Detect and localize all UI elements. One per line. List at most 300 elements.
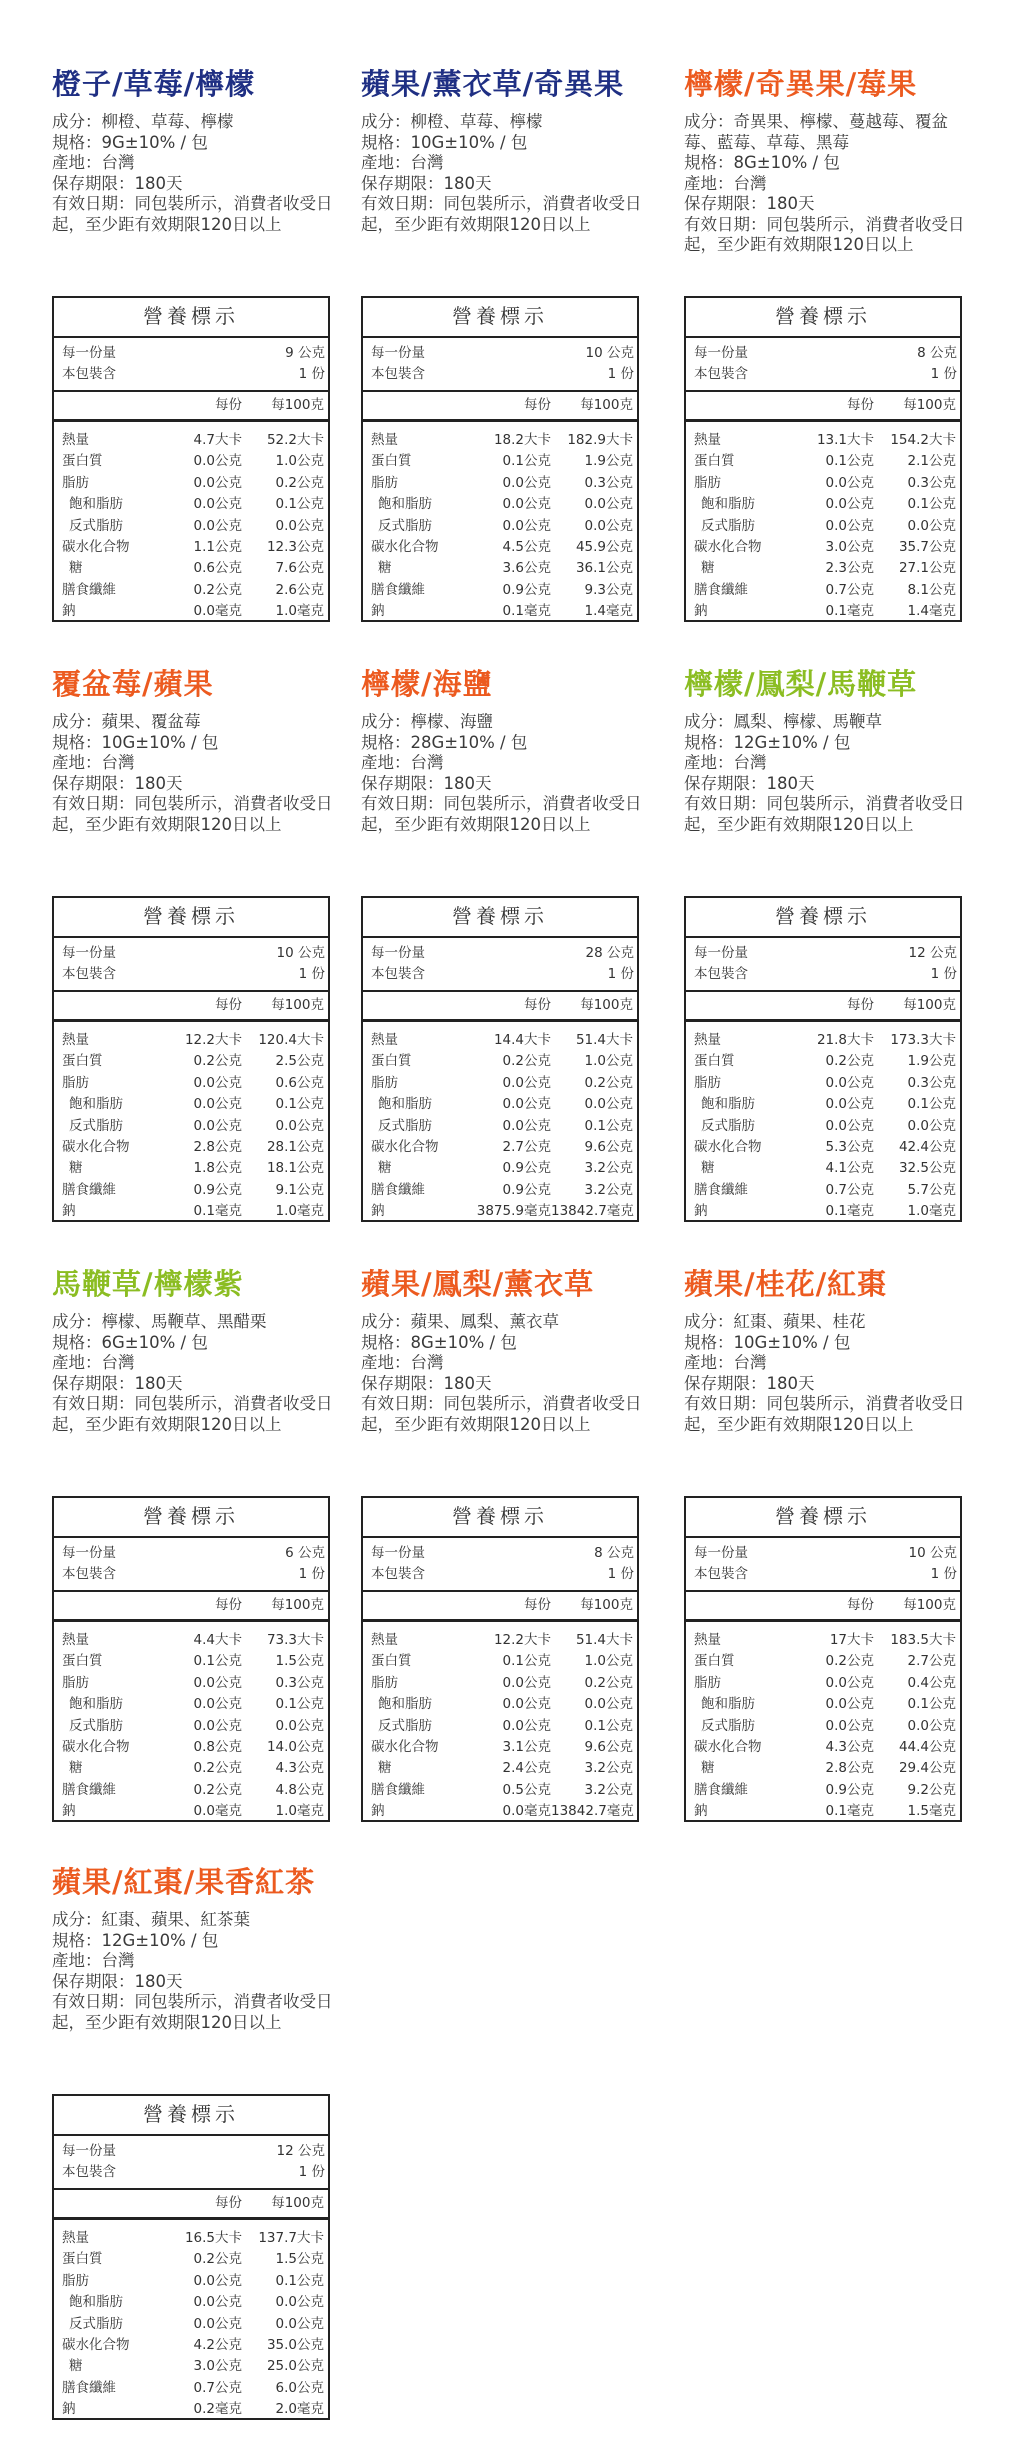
per-100g-value: 0.0公克 [584,496,633,513]
per-100g-value: 4.8公克 [275,1781,324,1798]
nutrition-table [52,896,330,1222]
per-100g-value: 1.9公克 [907,1053,956,1070]
per-100g-value: 2.1公克 [907,453,956,470]
nutrition-row [54,2249,328,2270]
per-100g-value: 73.3大卡 [266,1632,324,1648]
per-serving-value: 0.0公克 [193,1074,242,1091]
nutrient-label: 碳水化合物 [62,1738,130,1755]
per-100g-value: 9.2公克 [907,1781,956,1798]
per-100g-value: 12.3公克 [266,538,324,555]
nutrition-table-title: 營養標示 [54,298,328,338]
product-title: 檸檬/海鹽 [361,667,493,701]
product-info-line: 產地：台灣 [684,753,767,772]
nutrient-label: 脂肪 [694,1074,721,1091]
servings-per-pack-label: 本包裝含 [694,366,748,382]
servings-per-pack-label: 本包裝含 [371,366,425,382]
per-100g-value: 14.0公克 [266,1738,324,1755]
nutrition-row [363,430,637,451]
serving-size-row [363,1543,637,1564]
per-100g-header: 每100克 [271,1597,324,1613]
per-serving-value: 0.8公克 [193,1738,242,1755]
per-100g-header: 每100克 [271,997,324,1013]
nutrition-row [363,1716,637,1737]
header-spacer [54,992,166,1019]
nutrient-label: 脂肪 [371,474,398,491]
nutrition-column-header [686,1590,960,1622]
per-100g-value: 3.2公克 [584,1781,633,1798]
per-100g-value: 1.0毫克 [275,1203,324,1220]
per-serving-value: 2.8公克 [825,1760,874,1777]
servings-per-pack-value: 1 份 [930,366,957,382]
product-title: 蘋果/薰衣草/奇異果 [361,67,625,101]
per-serving-value: 2.4公克 [502,1760,551,1777]
servings-per-pack-value: 1 份 [298,2164,325,2180]
per-serving-value: 0.0公克 [825,474,874,491]
product-info-line: 有效日期：同包裝所示，消費者收受日起，至少距有效期限120日以上 [361,1394,642,1434]
per-100g-value: 3.2公克 [584,1181,633,1198]
serving-size-value: 8 公克 [917,345,957,361]
nutrition-row [686,601,960,622]
per-serving-value: 0.1毫克 [825,603,874,620]
nutrition-row [54,516,328,537]
nutrition-column-header [363,1590,637,1622]
per-100g-value: 0.3公克 [584,474,633,491]
nutrition-row [363,1737,637,1758]
per-100g-value: 0.0公克 [584,1696,633,1713]
per-serving-value: 0.0公克 [193,474,242,491]
per-serving-value: 5.3公克 [825,1138,874,1155]
nutrition-column-header [363,990,637,1022]
nutrient-label: 蛋白質 [371,453,412,470]
per-serving-value: 0.2公克 [825,1053,874,1070]
nutrition-row [686,1201,960,1222]
nutrition-row [363,580,637,601]
product-info [361,712,645,835]
nutrition-row [686,451,960,472]
per-100g-value: 2.6公克 [275,581,324,598]
per-serving-value: 0.9公克 [193,1181,242,1198]
nutrition-row [686,1737,960,1758]
nutrient-label: 蛋白質 [694,1653,735,1670]
nutrition-row [363,451,637,472]
servings-per-pack-value: 1 份 [930,1566,957,1582]
nutrition-row [363,1780,637,1801]
nutrient-label: 反式脂肪 [701,1717,755,1734]
per-100g-value: 0.0公克 [275,517,324,534]
per-100g-value: 9.6公克 [584,1738,633,1755]
nutrition-table [684,1496,962,1822]
per-serving-value: 0.0公克 [193,1717,242,1734]
per-100g-value: 0.1公克 [907,496,956,513]
nutrient-label: 膳食纖維 [62,581,116,598]
nutrient-label: 鈉 [694,1203,708,1220]
header-spacer [54,2190,166,2217]
per-serving-value: 0.1毫克 [193,1203,242,1220]
per-100g-header: 每100克 [580,1597,633,1613]
per-serving-value: 0.7公克 [825,581,874,598]
per-100g-value: 51.4大卡 [575,1032,633,1048]
nutrition-row [363,1116,637,1137]
product-title: 覆盆莓/蘋果 [52,667,214,701]
per-100g-header: 每100克 [271,397,324,413]
product-title: 橙子/草莓/檸檬 [52,67,256,101]
nutrient-label: 飽和脂肪 [69,1096,123,1113]
per-100g-value: 0.1公克 [907,1696,956,1713]
nutrition-row [686,537,960,558]
per-serving-value: 3.0公克 [825,538,874,555]
nutrition-row [54,558,328,579]
per-100g-value: 9.1公克 [275,1181,324,1198]
per-serving-value: 0.2公克 [193,2251,242,2268]
product-info-line: 規格：8G±10% / 包 [684,153,840,172]
serving-size-value: 28 公克 [585,945,634,961]
nutrient-label: 糖 [378,1760,392,1777]
nutrition-row [363,1094,637,1115]
serving-size-row [54,943,328,964]
nutrition-rows [54,1022,328,1223]
per-100g-value: 1.0公克 [275,453,324,470]
nutrient-label: 蛋白質 [62,453,103,470]
per-100g-value: 1.0公克 [584,1053,633,1070]
per-serving-value: 3.0公克 [193,2358,242,2375]
nutrition-rows [363,1022,637,1223]
nutrient-label: 鈉 [371,1803,385,1820]
nutrient-label: 飽和脂肪 [378,1096,432,1113]
per-100g-value: 137.7大卡 [258,2230,324,2246]
per-100g-value: 0.0公克 [275,2315,324,2332]
product-info-line: 有效日期：同包裝所示，消費者收受日起，至少距有效期限120日以上 [684,1394,965,1434]
nutrient-label: 反式脂肪 [701,1117,755,1134]
nutrition-column-header [54,990,328,1022]
per-100g-value: 52.2大卡 [266,432,324,448]
nutrient-label: 糖 [378,1160,392,1177]
nutrition-row [686,516,960,537]
nutrient-label: 脂肪 [694,1674,721,1691]
per-serving-value: 0.9公克 [502,1181,551,1198]
per-serving-value: 1.8公克 [193,1160,242,1177]
per-100g-header: 每100克 [580,997,633,1013]
servings-per-pack-label: 本包裝含 [62,2164,116,2180]
per-serving-value: 0.0公克 [502,1074,551,1091]
per-serving-value: 1.1公克 [193,538,242,555]
servings-per-pack-row [686,1564,960,1585]
servings-per-pack-label: 本包裝含 [62,1566,116,1582]
nutrient-label: 膳食纖維 [694,1181,748,1198]
per-serving-value: 0.2公克 [193,1781,242,1798]
per-serving-header: 每份 [524,1597,551,1613]
header-spacer [686,1592,798,1619]
product-info-line: 有效日期：同包裝所示，消費者收受日起，至少距有效期限120日以上 [361,794,642,834]
per-serving-value: 0.6公克 [193,560,242,577]
nutrient-label: 反式脂肪 [378,1717,432,1734]
nutrition-row [686,1073,960,1094]
per-serving-value: 4.5公克 [502,538,551,555]
nutrition-row [686,1801,960,1822]
nutrient-label: 脂肪 [62,2272,89,2289]
nutrition-table-title: 營養標示 [54,2096,328,2136]
per-100g-value: 0.2公克 [584,1074,633,1091]
nutrient-label: 熱量 [694,432,721,448]
nutrient-label: 飽和脂肪 [701,1696,755,1713]
nutrition-column-header [363,390,637,422]
per-100g-value: 0.3公克 [907,474,956,491]
per-serving-value: 14.4大卡 [493,1032,551,1048]
per-serving-value: 0.7公克 [193,2379,242,2396]
per-serving-value: 0.0公克 [502,496,551,513]
nutrient-label: 蛋白質 [371,1053,412,1070]
serving-size-label: 每一份量 [694,945,748,961]
per-serving-value: 16.5大卡 [184,2230,242,2246]
nutrition-row [363,1630,637,1651]
per-100g-value: 1.0毫克 [275,603,324,620]
serving-size-label: 每一份量 [62,945,116,961]
nutrient-label: 蛋白質 [694,1053,735,1070]
nutrition-table [684,896,962,1222]
per-serving-value: 3875.9毫克 [476,1203,551,1220]
nutrition-row [363,516,637,537]
per-serving-value: 0.1公克 [193,1653,242,1670]
nutrient-label: 膳食纖維 [694,1781,748,1798]
nutrient-label: 飽和脂肪 [378,496,432,513]
nutrient-label: 蛋白質 [62,1053,103,1070]
per-serving-header: 每份 [847,397,874,413]
per-serving-value: 0.7公克 [825,1181,874,1198]
per-100g-value: 13842.7毫克 [551,1803,634,1820]
per-100g-value: 9.6公克 [584,1138,633,1155]
nutrition-table-title: 營養標示 [363,898,637,938]
nutrition-row [363,1051,637,1072]
per-serving-value: 0.0公克 [193,517,242,534]
product-info-line: 有效日期：同包裝所示，消費者收受日起，至少距有效期限120日以上 [52,1394,333,1434]
serving-size-label: 每一份量 [62,345,116,361]
nutrient-label: 飽和脂肪 [701,496,755,513]
product-info-line: 產地：台灣 [361,753,444,772]
nutrition-rows [686,1022,960,1223]
nutrition-row [686,1651,960,1672]
per-serving-value: 0.2公克 [502,1053,551,1070]
per-100g-value: 0.0公克 [584,1096,633,1113]
product-info-line: 成分：檸檬、海鹽 [361,712,493,731]
per-serving-value: 0.0公克 [193,496,242,513]
header-spacer [54,392,166,419]
product-info-line: 成分：檸檬、馬鞭草、黑醋栗 [52,1312,267,1331]
product-title: 蘋果/鳳梨/薰衣草 [361,1267,595,1301]
nutrition-row [54,601,328,622]
per-serving-value: 0.0公克 [825,1074,874,1091]
per-100g-value: 0.0公克 [275,1717,324,1734]
nutrient-label: 蛋白質 [62,2251,103,2268]
nutrition-row [363,1137,637,1158]
serving-size-row [686,1543,960,1564]
nutrition-row [363,1201,637,1222]
nutrition-rows [363,422,637,623]
nutrition-row [686,473,960,494]
nutrition-row [54,2228,328,2249]
product-info-line: 產地：台灣 [52,753,135,772]
nutrition-row [363,1073,637,1094]
per-serving-value: 0.9公克 [502,1160,551,1177]
nutrient-label: 蛋白質 [371,1653,412,1670]
nutrition-column-header [54,1590,328,1622]
nutrition-row [363,1673,637,1694]
product-title: 馬鞭草/檸檬紫 [52,1267,244,1301]
per-100g-value: 18.1公克 [266,1160,324,1177]
nutrient-label: 碳水化合物 [62,1138,130,1155]
product-info [52,112,336,235]
servings-per-pack-row [54,364,328,385]
servings-per-pack-value: 1 份 [607,1566,634,1582]
nutrition-rows [54,2220,328,2421]
nutrition-table-title: 營養標示 [686,898,960,938]
nutrition-table [361,896,639,1222]
per-serving-header: 每份 [847,997,874,1013]
nutrient-label: 糖 [69,560,83,577]
per-100g-value: 0.1公克 [275,1096,324,1113]
per-100g-value: 0.1公克 [907,1096,956,1113]
per-serving-value: 0.2公克 [193,1053,242,1070]
nutrient-label: 膳食纖維 [371,581,425,598]
per-100g-value: 5.7公克 [907,1181,956,1198]
product-info-line: 保存期限：180天 [684,194,815,213]
servings-per-pack-label: 本包裝含 [694,1566,748,1582]
nutrition-row [54,1201,328,1222]
nutrition-row [54,1780,328,1801]
serving-size-row [54,2141,328,2162]
product-info-line: 成分：奇異果、檸檬、蔓越莓、覆盆莓、藍莓、草莓、黑莓 [684,112,948,152]
nutrient-label: 熱量 [62,432,89,448]
nutrient-label: 碳水化合物 [62,2336,130,2353]
per-100g-value: 3.2公克 [584,1760,633,1777]
nutrient-label: 反式脂肪 [69,517,123,534]
servings-per-pack-row [686,364,960,385]
serving-size-row [686,943,960,964]
nutrition-row [363,1180,637,1201]
per-100g-value: 1.0毫克 [275,1803,324,1820]
per-100g-value: 0.0公克 [907,1117,956,1134]
servings-per-pack-row [54,1564,328,1585]
nutrition-table-title: 營養標示 [363,1498,637,1538]
per-serving-value: 2.8公克 [193,1138,242,1155]
product-info [684,1312,968,1435]
nutrition-row [363,537,637,558]
nutrient-label: 脂肪 [371,1674,398,1691]
per-100g-value: 29.4公克 [898,1760,956,1777]
per-100g-value: 35.7公克 [898,538,956,555]
per-100g-value: 1.5毫克 [907,1803,956,1820]
per-serving-value: 3.6公克 [502,560,551,577]
per-serving-value: 0.0公克 [193,1117,242,1134]
product-info-line: 成分：紅棗、蘋果、紅茶葉 [52,1910,250,1929]
header-spacer [686,992,798,1019]
product-info-line: 產地：台灣 [684,173,767,193]
nutrient-label: 碳水化合物 [371,538,439,555]
per-100g-value: 32.5公克 [898,1160,956,1177]
nutrition-row [54,1630,328,1651]
servings-per-pack-label: 本包裝含 [694,966,748,982]
per-100g-value: 2.0毫克 [275,2401,324,2418]
nutrient-label: 鈉 [62,1203,76,1220]
nutrition-row [363,601,637,622]
product-info-line: 規格：10G±10% / 包 [361,132,528,152]
per-serving-value: 0.0公克 [193,1696,242,1713]
product-info-line: 成分：蘋果、鳳梨、薰衣草 [361,1312,559,1331]
per-serving-value: 0.0毫克 [193,603,242,620]
nutrition-row [686,1158,960,1179]
per-serving-header: 每份 [847,1597,874,1613]
product-info [684,112,968,256]
nutrition-row [686,1630,960,1651]
per-100g-header: 每100克 [903,997,956,1013]
per-100g-value: 1.0毫克 [907,1203,956,1220]
per-100g-value: 0.0公克 [907,517,956,534]
serving-size-label: 每一份量 [694,345,748,361]
per-serving-value: 0.1毫克 [825,1203,874,1220]
nutrition-row [686,1673,960,1694]
product-info-line: 有效日期：同包裝所示，消費者收受日起，至少距有效期限120日以上 [684,794,965,834]
servings-per-pack-row [54,2162,328,2183]
per-serving-value: 3.1公克 [502,1738,551,1755]
per-serving-value: 0.0公克 [193,2272,242,2289]
per-100g-value: 154.2大卡 [890,432,956,448]
per-serving-value: 17大卡 [829,1632,874,1648]
product-info-line: 規格：12G±10% / 包 [684,732,851,752]
nutrition-row [363,1030,637,1051]
serving-size-label: 每一份量 [62,1545,116,1561]
serving-size-label: 每一份量 [371,1545,425,1561]
per-serving-value: 0.0公克 [825,1096,874,1113]
product-info-line: 規格：12G±10% / 包 [52,1930,219,1950]
nutrition-rows [363,1622,637,1823]
nutrition-row [54,537,328,558]
nutrition-row [363,1758,637,1779]
product-info-line: 產地：台灣 [52,1353,135,1372]
serving-size-value: 12 公克 [908,945,957,961]
per-serving-value: 0.0公克 [193,453,242,470]
product-info-line: 保存期限：180天 [684,773,815,793]
nutrient-label: 碳水化合物 [371,1738,439,1755]
header-spacer [686,392,798,419]
nutrient-label: 鈉 [371,1203,385,1220]
nutrition-row [54,1673,328,1694]
product-info-line: 規格：28G±10% / 包 [361,732,528,752]
per-serving-value: 0.2毫克 [193,2401,242,2418]
nutrition-row [686,430,960,451]
nutrition-row [54,1073,328,1094]
serving-size-label: 每一份量 [694,1545,748,1561]
nutrition-row [363,473,637,494]
nutrition-row [54,1694,328,1715]
nutrient-label: 糖 [701,1160,715,1177]
per-100g-value: 120.4大卡 [258,1032,324,1048]
nutrition-row [686,494,960,515]
per-100g-value: 0.2公克 [275,474,324,491]
nutrient-label: 熱量 [694,1032,721,1048]
nutrition-row [54,1116,328,1137]
per-100g-value: 0.1公克 [275,1696,324,1713]
header-spacer [363,392,475,419]
product-info-line: 規格：10G±10% / 包 [52,732,219,752]
per-100g-value: 0.0公克 [584,517,633,534]
nutrition-row [54,580,328,601]
nutrition-table [361,296,639,622]
nutrition-row [54,1758,328,1779]
nutrition-row [686,1694,960,1715]
product-info-line: 保存期限：180天 [52,173,183,193]
nutrient-label: 糖 [69,1760,83,1777]
per-100g-value: 1.9公克 [584,453,633,470]
nutrient-label: 飽和脂肪 [69,496,123,513]
product-info-line: 成分：柳橙、草莓、檸檬 [361,112,543,131]
